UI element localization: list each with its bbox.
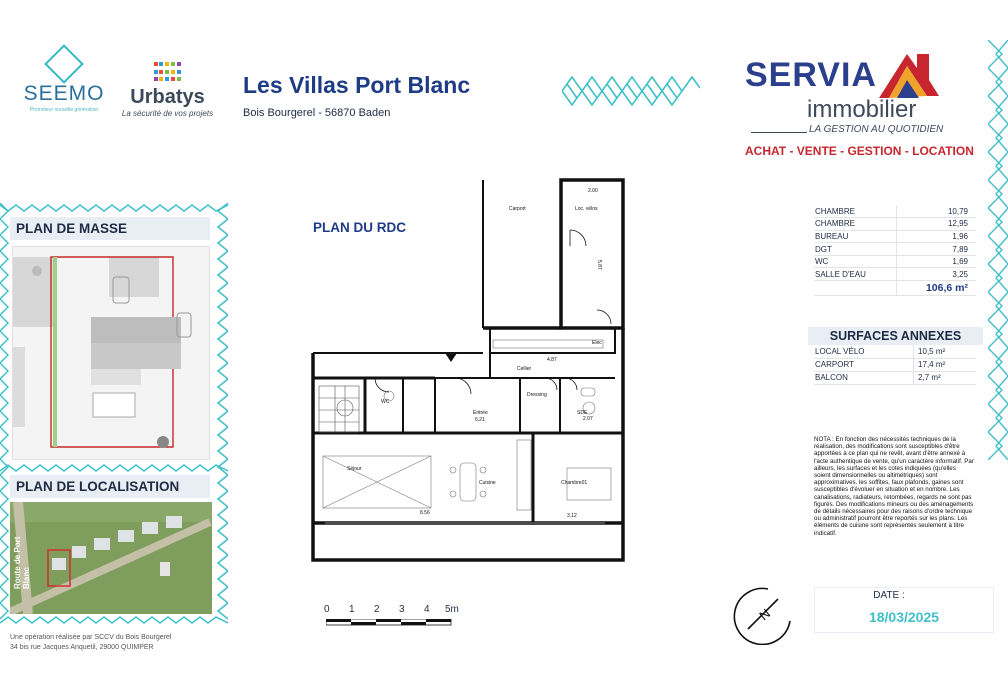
table-row xyxy=(814,218,976,231)
label-chambre: Chambre01 xyxy=(561,480,588,486)
seemo-name: SEEMO xyxy=(23,82,105,105)
footer xyxy=(10,633,171,653)
scale-label-1: 1 xyxy=(349,604,355,615)
room-area: 3,25 xyxy=(896,268,976,281)
scale-label-0: 0 xyxy=(324,604,330,615)
room-name: CHAMBRE xyxy=(814,205,896,218)
room-name: CHAMBRE xyxy=(814,218,896,231)
urbatys-tagline: La sécurité de vos projets xyxy=(121,109,214,118)
annex-name: LOCAL VÉLO xyxy=(814,345,914,358)
table-row xyxy=(814,243,976,256)
table-row xyxy=(814,358,976,371)
label-dim-587: 5.87 xyxy=(596,260,602,270)
label-dim-312: 3.12 xyxy=(567,513,577,519)
scale-segments xyxy=(326,619,456,627)
site-plan-image xyxy=(12,246,210,460)
footer-line-2: 34 bis rue Jacques Anquetil, 29000 QUIMPER xyxy=(10,644,154,651)
room-area: 10,79 xyxy=(896,205,976,218)
svg-text:N: N xyxy=(756,605,774,624)
label-dim-200: 2.00 xyxy=(588,188,598,194)
label-cuisine: Cuisine xyxy=(479,480,496,486)
project-address: Bois Bourgerel - 56870 Baden xyxy=(243,107,391,119)
house-roof-icon xyxy=(877,50,941,100)
annexes-title: SURFACES ANNEXES xyxy=(808,327,983,345)
scale-label-4: 4 xyxy=(424,604,430,615)
seemo-diamond-icon xyxy=(44,44,84,84)
label-dim-856: 8.56 xyxy=(420,510,430,516)
decorative-pattern-top xyxy=(562,72,700,110)
urbatys-dots-icon xyxy=(154,62,182,84)
room-area: 7,89 xyxy=(896,243,976,256)
table-row-total xyxy=(814,281,976,296)
annex-area: 10,5 m² xyxy=(914,345,976,358)
room-name: BUREAU xyxy=(814,230,896,243)
servia-services: ACHAT - VENTE - GESTION - LOCATION xyxy=(745,144,974,158)
label-cellier: Cellier xyxy=(517,366,532,372)
room-area: 12,95 xyxy=(896,218,976,231)
scale-bar xyxy=(318,604,468,634)
annex-area: 2,7 m² xyxy=(914,371,976,384)
label-carport: Carport xyxy=(509,206,526,212)
annex-name: CARPORT xyxy=(814,358,914,371)
table-row xyxy=(814,205,976,218)
date-box xyxy=(814,587,994,633)
room-areas-table xyxy=(814,205,976,296)
date-value: 18/03/2025 xyxy=(868,609,940,625)
plan-masse-title: PLAN DE MASSE xyxy=(10,217,210,240)
room-name: SALLE D'EAU xyxy=(814,268,896,281)
servia-name: SERVIA xyxy=(745,56,877,94)
project-title: Les Villas Port Blanc xyxy=(243,72,471,98)
label-sejour: Séjour xyxy=(347,466,362,472)
annex-name: BALCON xyxy=(814,371,914,384)
table-row xyxy=(814,255,976,268)
scale-label-2: 2 xyxy=(374,604,380,615)
table-row xyxy=(814,345,976,358)
total-area: 106,6 m² xyxy=(896,281,976,296)
scale-label-3: 3 xyxy=(399,604,405,615)
room-area: 1,96 xyxy=(896,230,976,243)
footer-line-1: Une opération réalisée par SCCV du Bois Bourgerel xyxy=(10,634,172,641)
label-sde: SDE xyxy=(577,410,588,416)
scale-label-5: 5m xyxy=(445,604,459,615)
seemo-logo xyxy=(18,50,110,113)
plan-localisation-title: PLAN DE LOCALISATION xyxy=(10,475,210,498)
location-map-image xyxy=(10,502,212,614)
floor-plan xyxy=(305,178,630,563)
servia-logo xyxy=(745,56,974,158)
legal-note: NOTA : En fonction des nécessités techniques de la réalisation, des modifications sont susceptibles d'être apportées à ce plan qui ne revêt, avant d'être annexé à l'acte authentique de vente, qu'un caractère informatif. Par ailleurs, les surfaces et les cotes indiquées (qu'elles soient dimensionnelles ou altimétriques) sont approximatives. les soffites, faux plafonds, gaines sont susceptibles d'évoluer en situation et en nombre. Les canalisations, radiateurs, retombées, regards ne sont pas figurés. Des modifications mineurs ou des aménagements de détails nécessaires pour des raisons d'ordre technique ou administratif pourront être reportés sur les plans. Les éléments de cuisine sont représentés seulement à titre indicatif. xyxy=(814,436,974,537)
decorative-pattern-right xyxy=(988,40,1008,460)
label-elec: Elec xyxy=(592,340,602,346)
label-entree: Entrée xyxy=(473,410,488,416)
date-label: DATE : xyxy=(873,590,905,601)
room-name: DGT xyxy=(814,243,896,256)
label-dressing: Dressing xyxy=(527,392,547,398)
annexes-table xyxy=(814,345,976,385)
urbatys-logo xyxy=(120,62,215,118)
label-entree-area: 6.21 xyxy=(475,417,485,423)
label-wc: WC xyxy=(381,399,390,405)
urbatys-name: Urbatys xyxy=(130,86,205,108)
servia-subname: immobilier xyxy=(807,96,917,123)
label-sde-area: 2.07 xyxy=(583,416,593,422)
room-name: WC xyxy=(814,255,896,268)
servia-slogan: LA GESTION AU QUOTIDIEN xyxy=(809,124,944,135)
label-loc-velos: Loc. vélos xyxy=(575,206,598,212)
table-row xyxy=(814,371,976,384)
annex-area: 17,4 m² xyxy=(914,358,976,371)
label-dim-487: 4.87 xyxy=(547,357,557,363)
plan-rdc-title: PLAN DU RDC xyxy=(313,220,406,235)
table-row xyxy=(814,230,976,243)
table-row xyxy=(814,268,976,281)
route-label: Route de Port Blanc xyxy=(13,536,31,589)
room-area: 1,69 xyxy=(896,255,976,268)
seemo-tagline: Promoteur nouvelle génération xyxy=(29,107,99,113)
servia-divider xyxy=(751,132,807,133)
